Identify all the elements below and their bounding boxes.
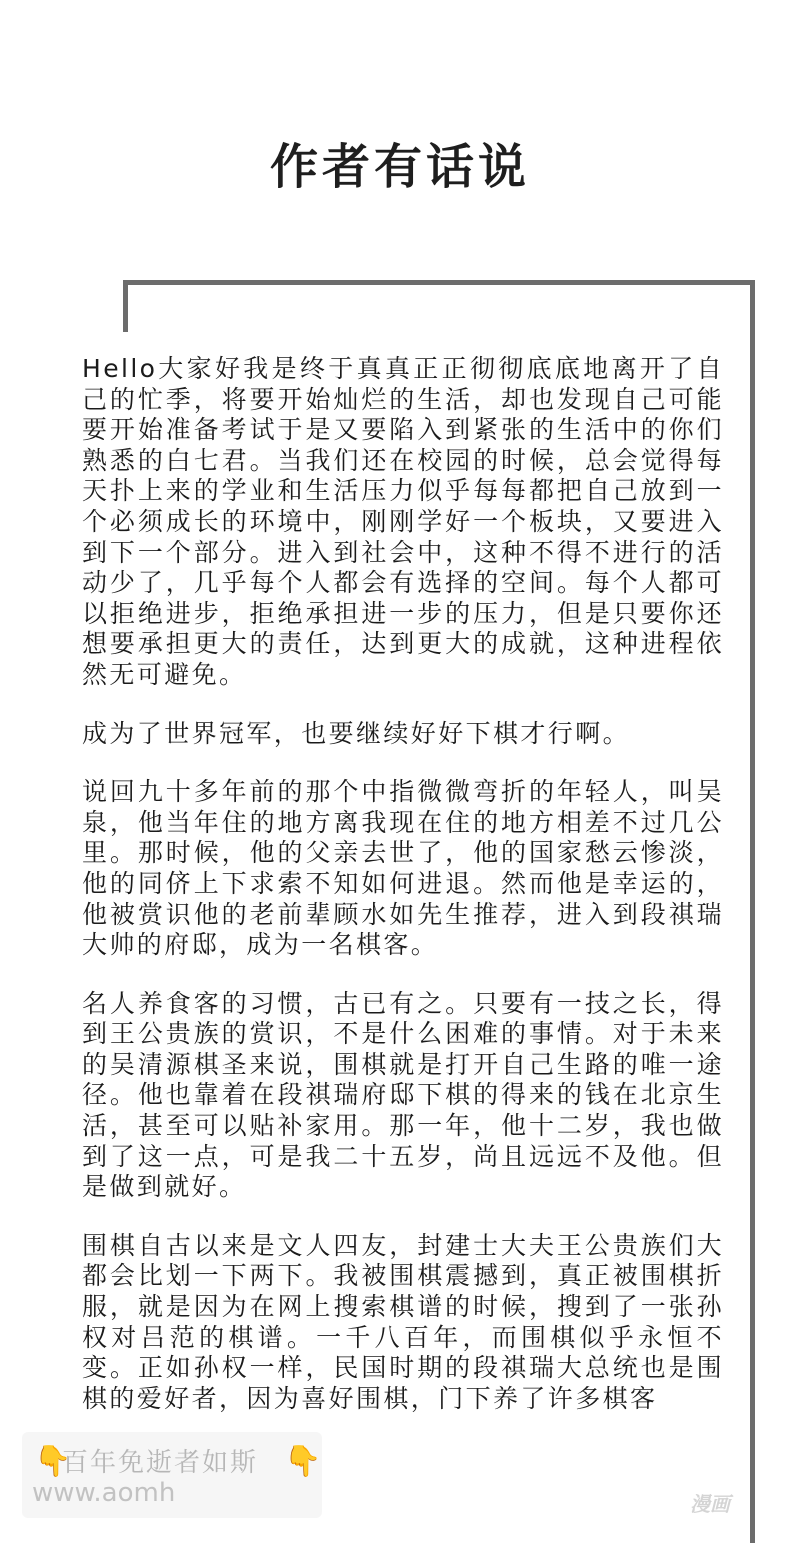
page-title: 作者有话说 (269, 139, 530, 195)
author-note-body (82, 354, 724, 1442)
watermark-url: www.aomh (32, 1478, 176, 1508)
paragraph: 名人养食客的习惯，古已有之。只要有一技之长，得到王公贵族的赏识，不是什么困难的事情。对于未来的吴清源棋圣来说，围棋就是打开自己生路的唯一途径。他也靠着在段祺瑞府邸下棋的得来的钱在北京生活，甚至可以贴补家用。那一年，他十二岁，我也做到了这一点，可是我二十五岁，尚且远远不及他。但是做到就好。 (82, 988, 724, 1202)
frame-top-border (123, 280, 755, 285)
paragraph: 围棋自古以来是文人四友，封建士大夫王公贵族们大都会比划一下两下。我被围棋震撼到，真正被围棋折服，就是因为在网上搜索棋谱的时候，搜到了一张孙权对吕范的棋谱。一千八百年，而围棋似乎永恒不变。正如孙权一样，民国时期的段祺瑞大总统也是围棋的爱好者，因为喜好围棋，门下养了许多棋客 (82, 1230, 724, 1413)
paragraph: 说回九十多年前的那个中指微微弯折的年轻人，叫吴泉，他当年住的地方离我现在住的地方相差不过几公里。那时候，他的父亲去世了，他的国家愁云惨淡，他的同侪上下求索不知如何进退。然而他是幸运的，他被赏识他的老前辈顾水如先生推荐，进入到段祺瑞大帅的府邸，成为一名棋客。 (82, 777, 724, 960)
frame-right-border (750, 280, 755, 1543)
pointing-hand-icon: 👇 (34, 1444, 72, 1479)
watermark-text: 百年免逝者如斯 (62, 1448, 259, 1478)
frame-left-border (123, 280, 128, 332)
paragraph: Hello大家好我是终于真真正正彻彻底底地离开了自己的忙季，将要开始灿烂的生活，却也发现自己可能要开始准备考试于是又要陷入到紧张的生活中的你们熟悉的白七君。当我们还在校园的时候，总会觉得每天扑上来的学业和生活压力似乎每每都把自己放到一个必须成长的环境中，刚刚学好一个板块，又要进入到下一个部分。进入到社会中，这种不得不进行的活动少了，几乎每个人都会有选择的空间。每个人都可以拒绝进步，拒绝承担进一步的压力，但是只要你还想要承担更大的责任，达到更大的成就，这种进程依然无可避免。 (82, 354, 724, 689)
paragraph: 成为了世界冠军，也要继续好好下棋才行啊。 (82, 718, 631, 748)
pointing-hand-icon: 👇 (284, 1444, 322, 1479)
watermark-brand: 漫画 (690, 1492, 730, 1516)
